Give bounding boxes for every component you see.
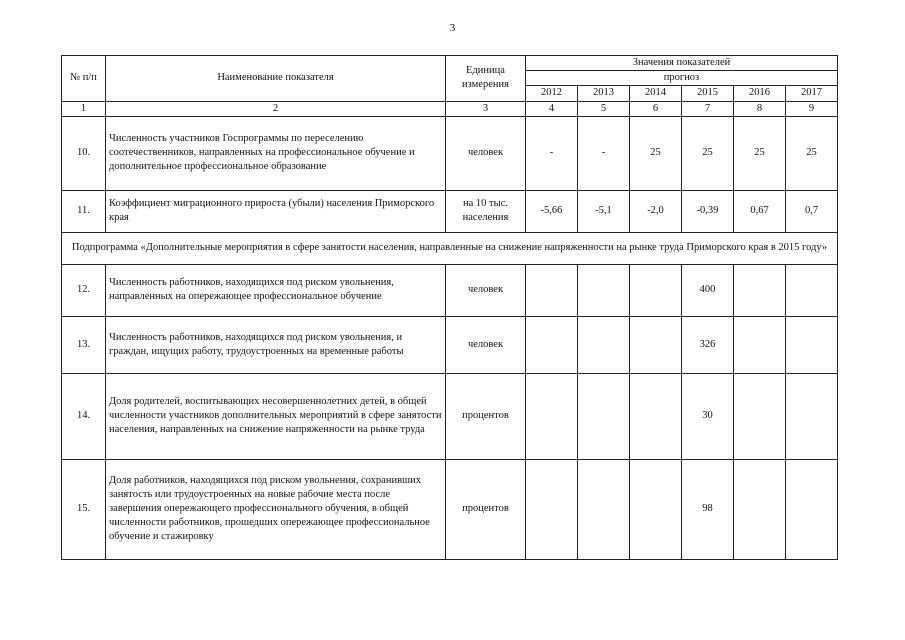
page-number: 3 <box>449 22 456 34</box>
row-value: -0,39 <box>682 190 734 232</box>
row-value <box>630 459 682 559</box>
row-unit: процентов <box>446 459 526 559</box>
row-unit: на 10 тыс. населения <box>446 190 526 232</box>
row-value: -5,1 <box>578 190 630 232</box>
row-value: -2,0 <box>630 190 682 232</box>
row-value: 25 <box>682 116 734 190</box>
table-row <box>62 190 838 232</box>
row-name: Доля работников, находящихся под риском увольнения, сохранивших занятость или трудоустроенных на новые рабочие места после завершения опережающего профессионального обучения, в общей численности работников, прошедших опережающее профессиональное обучение и стажировку <box>106 459 446 559</box>
row-value <box>734 264 786 316</box>
row-value <box>578 459 630 559</box>
header-values: Значения показателей <box>526 56 838 71</box>
row-num: 10. <box>62 116 106 190</box>
header-year: 2012 <box>526 86 578 101</box>
row-value: -5,66 <box>526 190 578 232</box>
column-number: 9 <box>786 101 838 116</box>
header-year: 2017 <box>786 86 838 101</box>
row-unit: человек <box>446 116 526 190</box>
column-number: 3 <box>446 101 526 116</box>
header-unit: Единица измерения <box>446 56 526 102</box>
row-value <box>578 316 630 373</box>
row-value: 400 <box>682 264 734 316</box>
table-row <box>62 116 838 190</box>
row-value: 0,7 <box>786 190 838 232</box>
row-value <box>734 459 786 559</box>
row-value <box>734 316 786 373</box>
row-num: 14. <box>62 373 106 459</box>
row-value <box>630 316 682 373</box>
row-value: 98 <box>682 459 734 559</box>
column-number: 7 <box>682 101 734 116</box>
row-name: Численность работников, находящихся под риском увольнения, и граждан, ищущих работу, трудоустроенных на временные работы <box>106 316 446 373</box>
row-unit: человек <box>446 264 526 316</box>
row-name: Численность участников Госпрограммы по переселению соотечественников, направленных на профессиональное обучение и дополнительное профессиональное образование <box>106 116 446 190</box>
header-year: 2013 <box>578 86 630 101</box>
row-num: 15. <box>62 459 106 559</box>
row-value: 25 <box>786 116 838 190</box>
column-number: 5 <box>578 101 630 116</box>
table-row <box>62 459 838 559</box>
row-unit: человек <box>446 316 526 373</box>
row-value: 30 <box>682 373 734 459</box>
row-name: Доля родителей, воспитывающих несовершеннолетних детей, в общей численности участников дополнительных мероприятий в сфере занятости населения, направленных на снижение напряженности на рынке труда <box>106 373 446 459</box>
column-number: 4 <box>526 101 578 116</box>
indicators-table <box>61 55 838 560</box>
table-row <box>62 316 838 373</box>
row-name: Численность работников, находящихся под риском увольнения, направленных на опережающее профессиональное обучение <box>106 264 446 316</box>
table-row <box>62 264 838 316</box>
row-num: 13. <box>62 316 106 373</box>
subprogram-title: Подпрограмма «Дополнительные мероприятия в сфере занятости населения, направленные на снижение напряженности на рынке труда Приморского края в 2015 году» <box>62 232 838 264</box>
header-year: 2015 <box>682 86 734 101</box>
row-value <box>630 373 682 459</box>
row-unit: процентов <box>446 373 526 459</box>
column-number: 1 <box>62 101 106 116</box>
row-value <box>578 264 630 316</box>
row-value <box>578 373 630 459</box>
row-value <box>786 373 838 459</box>
row-value <box>734 373 786 459</box>
header-year: 2016 <box>734 86 786 101</box>
column-number: 6 <box>630 101 682 116</box>
subprogram-row <box>62 232 838 264</box>
row-value <box>526 373 578 459</box>
header-year: 2014 <box>630 86 682 101</box>
table-row <box>62 373 838 459</box>
header-num: № п/п <box>62 56 106 102</box>
row-value: 0,67 <box>734 190 786 232</box>
column-number: 2 <box>106 101 446 116</box>
row-value: 25 <box>734 116 786 190</box>
row-num: 12. <box>62 264 106 316</box>
row-name: Коэффициент миграционного прироста (убыли) населения Приморского края <box>106 190 446 232</box>
row-value <box>630 264 682 316</box>
header-forecast: прогноз <box>526 71 838 86</box>
row-value: 326 <box>682 316 734 373</box>
row-value <box>526 264 578 316</box>
row-num: 11. <box>62 190 106 232</box>
row-value <box>526 316 578 373</box>
row-value: - <box>578 116 630 190</box>
row-value <box>786 264 838 316</box>
row-value: 25 <box>630 116 682 190</box>
row-value: - <box>526 116 578 190</box>
row-value <box>526 459 578 559</box>
column-number: 8 <box>734 101 786 116</box>
row-value <box>786 459 838 559</box>
row-value <box>786 316 838 373</box>
header-name: Наименование показателя <box>106 56 446 102</box>
